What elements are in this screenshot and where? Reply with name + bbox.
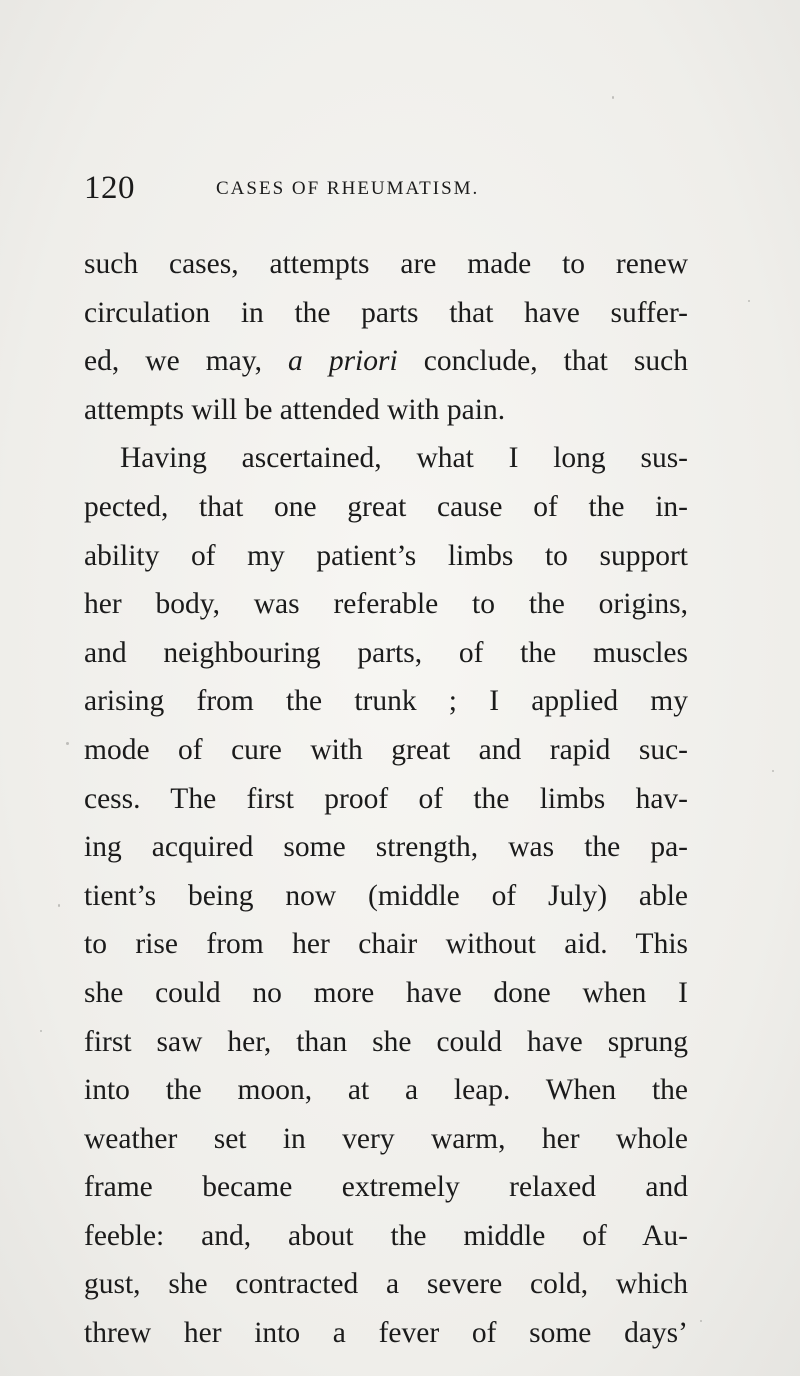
text-line: weather set in very warm, her whole — [84, 1122, 688, 1155]
text-run: conclude, that such — [397, 345, 688, 378]
paper-speck — [612, 96, 614, 99]
paper-speck — [700, 1320, 702, 1322]
text-line: into the moon, at a leap. When the — [84, 1074, 688, 1107]
page-header — [84, 168, 704, 208]
text-line: feeble: and, about the middle of Au- — [84, 1219, 688, 1252]
paper-speck — [58, 904, 60, 907]
paragraph-end-line: attempts will be attended with pain. — [84, 393, 506, 426]
text-line: she could no more have done when I — [84, 976, 688, 1009]
body-text — [84, 240, 688, 1358]
text-line: such cases, attempts are made to renew — [84, 248, 688, 280]
paragraph-start-line: Having ascertained, what I long sus- — [120, 442, 688, 475]
text-line: ability of my patient’s limbs to support — [84, 539, 688, 572]
text-line — [84, 337, 688, 386]
text-run: ed, we may, — [84, 345, 289, 378]
text-line: circulation in the parts that have suffer- — [84, 296, 688, 329]
text-line: ing acquired some strength, was the pa- — [84, 831, 688, 864]
paper-speck — [772, 770, 774, 772]
text-line: tient’s being now (middle of July) able — [84, 879, 688, 912]
text-line: mode of cure with great and rapid suc- — [84, 733, 688, 766]
text-line: cess. The first proof of the limbs hav- — [84, 782, 688, 815]
text-line: and neighbouring parts, of the muscles — [84, 636, 688, 669]
text-line: her body, was referable to the origins, — [84, 588, 688, 621]
text-line: first saw her, than she could have sprung — [84, 1025, 688, 1058]
paper-speck — [748, 300, 750, 302]
text-line: pected, that one great cause of the in- — [84, 490, 688, 523]
page-number: 120 — [84, 170, 135, 206]
text-line: threw her into a fever of some days’ — [84, 1317, 688, 1350]
running-head: CASES OF RHEUMATISM. — [216, 178, 480, 199]
paper-speck — [66, 742, 69, 745]
paper-speck — [40, 1030, 42, 1032]
text-line: frame became extremely relaxed and — [84, 1171, 688, 1204]
text-line: arising from the trunk ; I applied my — [84, 685, 688, 718]
text-line: to rise from her chair without aid. This — [84, 928, 688, 961]
text-line: gust, she contracted a severe cold, which — [84, 1268, 688, 1301]
italic-phrase: a priori — [288, 345, 398, 378]
